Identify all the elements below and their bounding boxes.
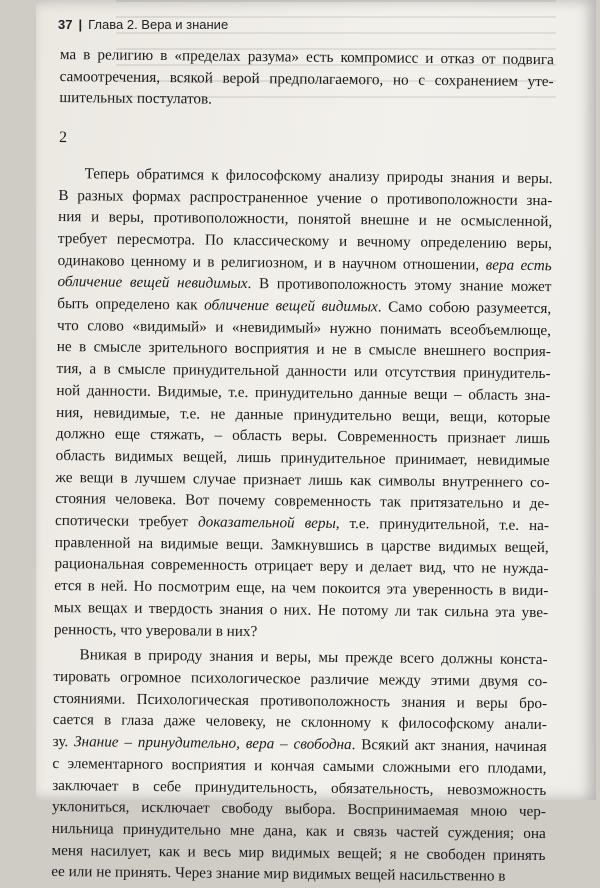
paragraph-2: [51, 644, 547, 888]
text-run: зу.: [52, 733, 75, 751]
body-text: [51, 44, 554, 888]
text-run: ной данности. Видимые, т.е. принудительно данные вещи – область зна-: [56, 381, 551, 404]
text-run: заключает в себе принудительность, обязательность, невозможность: [52, 776, 547, 799]
text-run: Теперь обратимся к философскому анализу природы знания и веры.: [84, 165, 553, 187]
italic-phrase: Знание – принудительно, вера – свободна: [73, 733, 352, 754]
italic-phrase: доказательной веры: [197, 513, 336, 532]
text-run: ренность, что уверовали в них?: [53, 620, 258, 640]
text-run: тия, а в смысле принудительной данности или отсутствия принудитель-: [56, 360, 551, 383]
text-run: одинаково ценному и в религиозном, и в научном отношении,: [57, 251, 486, 274]
text-run: ния и веры, противоположности, понятой внешне и не осмысленной,: [58, 208, 553, 231]
text-line: ма в религию в «пределах разума» есть компромисс и отказ от подвига: [59, 45, 554, 69]
text-run: стояния человека. Вот почему современность так притязательно и де-: [55, 490, 550, 513]
text-run: область видимых вещей, лишь принудительное принимает, невидимые: [55, 446, 550, 470]
page-number: 37: [58, 17, 73, 32]
chapter-title: Глава 2. Вера и знание: [88, 17, 229, 32]
text-run: требует пересмотра. По классическому и вечному определению веры,: [57, 229, 553, 253]
text-run: В разных формах распространенное учение о противоположности зна-: [58, 186, 553, 209]
text-run: Вникая в природу знания и веры, мы прежде всего должны конста-: [79, 646, 548, 669]
text-run: стояниями. Психологическая противоположность знания и веры бро-: [53, 689, 548, 712]
text-line: самоотречения, всякой верой предполагаемого, но с сохранением уте-: [59, 67, 554, 90]
italic-phrase: вера есть: [485, 256, 552, 274]
text-run: , т.е. принудительной, т.е. на-: [335, 514, 550, 535]
header-separator: |: [78, 17, 83, 32]
text-run: ется в ней. Но посмотрим еще, на чем покоится эта уверенность в види-: [54, 577, 549, 600]
text-run: тировать огромное психологическое различие между этими двумя со-: [53, 667, 548, 691]
text-run: меня насилует, как и весь мир видимых вещей; я не свободен принять: [51, 841, 546, 864]
text-line: [51, 861, 545, 888]
section-number: 2: [58, 129, 68, 147]
text-run: с элементарного восприятия и кончая самыми сложными его плодами,: [52, 754, 547, 777]
text-run: правленной на видимые вещи. Замкнувшись в царстве видимых вещей,: [54, 533, 549, 556]
text-run: спотически требует: [54, 512, 199, 531]
paragraph-1: [54, 163, 553, 646]
text-run: должно еще стяжать, – область веры. Современность признает лишь: [55, 425, 550, 448]
text-run: быть определено как: [57, 295, 205, 314]
text-run: не в смысле зрительного восприятия и не в смысле внешнего восприя-: [56, 338, 551, 361]
text-run: нильница принудительно мне дана, как и связь частей суждения; она: [51, 819, 546, 843]
text-run: же вещи в лучшем случае признает лишь как символы внутреннего со-: [55, 468, 550, 491]
book-page: [36, 0, 596, 886]
text-run: сается в глаза даже человеку, не склонному к философскому анали-: [52, 711, 547, 734]
text-run: . В противоположность этому знание может: [247, 275, 552, 296]
text-run: уклониться, исключает свободу выбора. Воспринимаемая мною чер-: [51, 798, 547, 821]
text-run: ния, невидимые, т.е. не данные принудительно вещи, вещи, которые: [56, 403, 551, 426]
text-run: мых вещах и твердость знания о них. Не потому ли так сильна эта уве-: [54, 598, 549, 622]
text-run: что слово «видимый» и «невидимый» нужно понимать всеобъемлюще,: [56, 316, 552, 339]
text-run: . Само собою разумеется,: [377, 298, 552, 318]
text-run: рациональная современность отрицает веру и делает вид, что не нужда-: [54, 555, 549, 578]
text-run: . Всякий акт знания, начиная: [351, 736, 547, 756]
italic-phrase: обличение вещей невидимых: [57, 273, 248, 293]
text-run: ее или не принять. Через знание мир видимых вещей насильственно в: [51, 863, 506, 886]
running-header: [58, 17, 228, 32]
text-line: шительных постулатов.: [59, 89, 213, 109]
intro-paragraph: [59, 44, 554, 114]
italic-phrase: обличение вещей видимых: [204, 296, 378, 316]
